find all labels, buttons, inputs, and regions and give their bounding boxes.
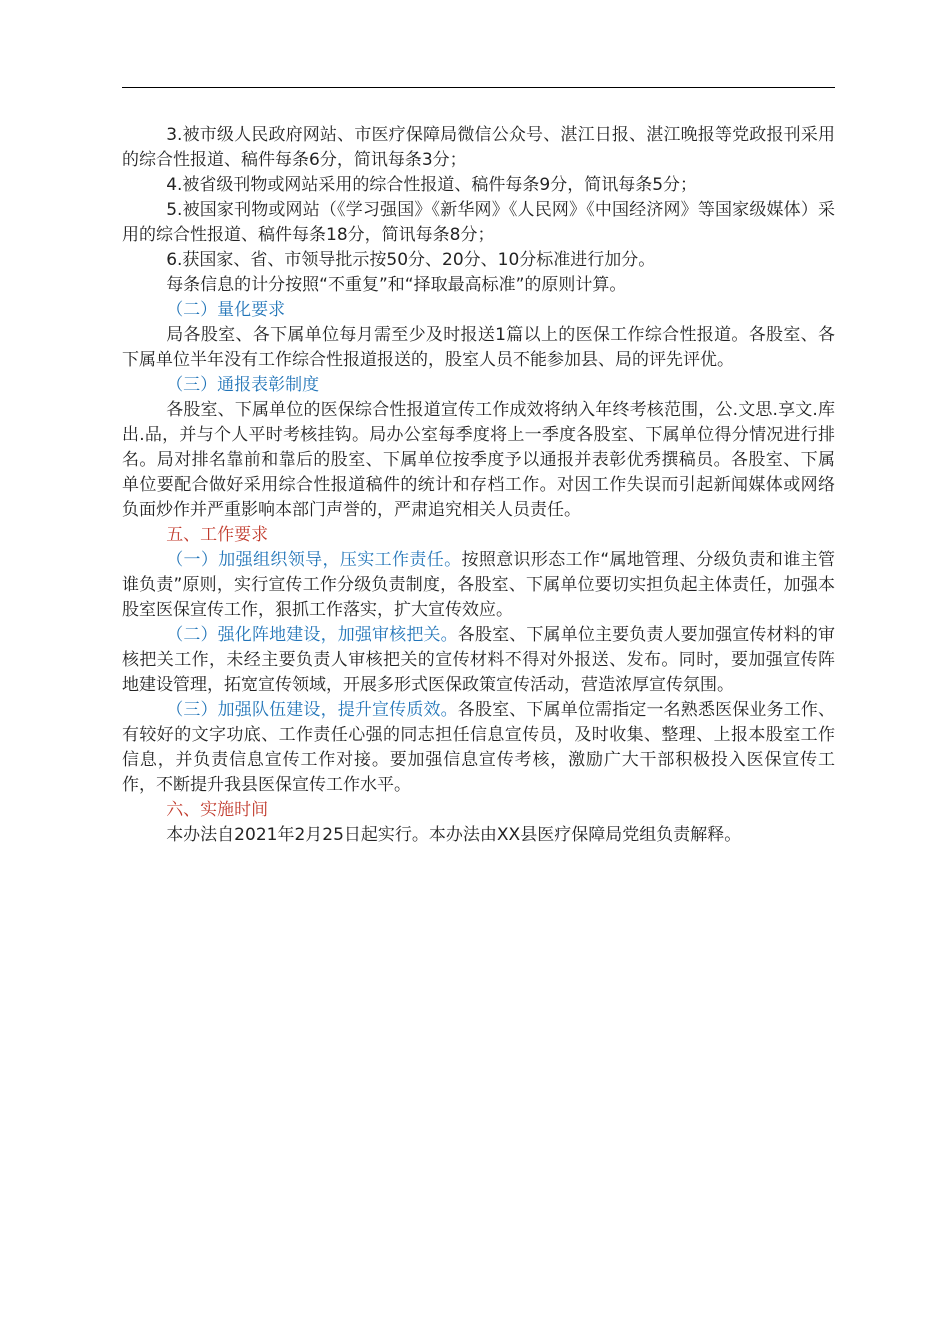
scoring-rule-6: 6.获国家、省、市领导批示按50分、20分、10分标准进行加分。 xyxy=(166,250,656,270)
requirement-2-title: （二）强化阵地建设，加强审核把关。 xyxy=(166,625,458,645)
header-rule xyxy=(122,87,835,88)
requirement-2 xyxy=(122,623,835,698)
subheading-commendation: （三）通报表彰制度 xyxy=(166,375,320,395)
section-heading-implementation: 六、实施时间 xyxy=(166,800,269,820)
requirement-1-text: 按照意识形态工作“属地管理、分级负责和谁主管谁负责”原则，实行宣传工作分级负责制度，各股室、下属单位要切实担负起主体责任，加强本股室医保宣传工作，狠抓工作落实，扩大宣传效应。 xyxy=(122,550,835,620)
requirement-1-title: （一）加强组织领导，压实工作责任。 xyxy=(166,550,462,570)
requirement-3 xyxy=(122,698,835,798)
implementation-text: 本办法自2021年2月25日起实行。本办法由XX县医疗保障局党组负责解释。 xyxy=(166,825,742,845)
requirement-3-title: （三）加强队伍建设，提升宣传质效。 xyxy=(166,700,458,720)
scoring-principle: 每条信息的计分按照“不重复”和“择取最高标准”的原则计算。 xyxy=(166,275,627,295)
requirement-2-text: 各股室、下属单位主要负责人要加强宣传材料的审核把关工作，未经主要负责人审核把关的宣传材料不得对外报送、发布。同时，要加强宣传阵地建设管理，拓宽宣传领域，开展多形式医保政策宣传活动，营造浓厚宣传氛围。 xyxy=(122,625,836,695)
requirement-3-text: 各股室、下属单位需指定一名熟悉医保业务工作、有较好的文字功底、工作责任心强的同志担任信息宣传员，及时收集、整理、上报本股室工作信息，并负责信息宣传工作对接。要加强信息宣传考核，激励广大干部积极投入医保宣传工作，不断提升我县医保宣传工作水平。 xyxy=(122,700,836,795)
commendation-text: 各股室、下属单位的医保综合性报道宣传工作成效将纳入年终考核范围，公.文思.享文.库出.品，并与个人平时考核挂钩。局办公室每季度将上一季度各股室、下属单位得分情况进行排名。局对排名靠前和靠后的股室、下属单位按季度予以通报并表彰优秀撰稿员。各股室、下属单位要配合做好采用综合性报道稿件的统计和存档工作。对因工作失误而引起新闻媒体或网络负面炒作并严重影响本部门声誉的，严肃追究相关人员责任。 xyxy=(122,400,835,520)
quantification-text: 局各股室、各下属单位每月需至少及时报送1篇以上的医保工作综合性报道。各股室、各下属单位半年没有工作综合性报道报送的，股室人员不能参加县、局的评先评优。 xyxy=(122,325,835,370)
scoring-rule-5: 5.被国家刊物或网站（《学习强国》《新华网》《人民网》《中国经济网》等国家级媒体）采用的综合性报道、稿件每条18分，简讯每条8分； xyxy=(122,200,835,245)
section-heading-work-requirements: 五、工作要求 xyxy=(166,525,269,545)
scoring-rule-4: 4.被省级刊物或网站采用的综合性报道、稿件每条9分，简讯每条5分； xyxy=(166,175,698,195)
requirement-1 xyxy=(122,548,835,623)
subheading-quantification: （二）量化要求 xyxy=(166,300,286,320)
document-body xyxy=(122,123,835,848)
scoring-rule-3: 3.被市级人民政府网站、市医疗保障局微信公众号、湛江日报、湛江晚报等党政报刊采用的综合性报道、稿件每条6分，简讯每条3分； xyxy=(122,125,835,170)
